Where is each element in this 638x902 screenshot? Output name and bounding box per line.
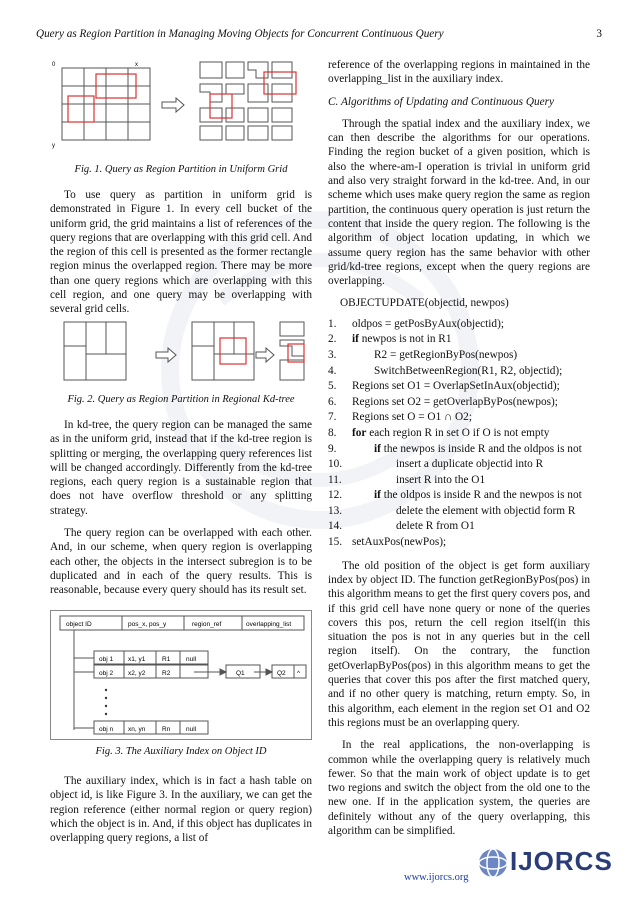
- line-number: 10.: [328, 458, 343, 471]
- fig3-cell: xn, yn: [128, 726, 146, 733]
- line-text: delete the element with objectid form R: [396, 504, 576, 517]
- algorithm-line: [328, 519, 590, 535]
- line-number: 9.: [328, 442, 337, 455]
- fig3-cell: obj 2: [99, 670, 114, 677]
- line-number: 7.: [328, 411, 337, 424]
- fig3-cell: R2: [162, 670, 171, 677]
- fig3-header-0: object ID: [66, 621, 92, 628]
- line-number: 1.: [328, 317, 337, 330]
- fig1-axis-y: y: [52, 143, 55, 149]
- algorithm-line: [328, 473, 590, 489]
- paragraph: Through the spatial index and the auxiliary index, we can then describe the algorithms for our operations. Finding the region bucket of a given position, which is also the where-am-I operation is trivial in uniform grid and also very straight forward in the kd-tree. And, in our scheme which uses make query region the same as region partition, the continuous query operation is just return the content that inside the query region. The following is the algorithm of object location updating, in which we assume query region has the same behavior with other grid/kd-tree regions, except when the query regions are overlapping.: [328, 117, 590, 288]
- line-number: 15.: [328, 536, 343, 549]
- line-body: [348, 488, 582, 504]
- fig3-cell: R1: [162, 656, 171, 663]
- left-column-middle: [50, 418, 312, 606]
- logo-text: IJORCS: [510, 846, 613, 876]
- fig3-list-node: Q1: [236, 670, 245, 677]
- footer-url[interactable]: www.ijorcs.org: [404, 872, 469, 883]
- algorithm-line: [328, 317, 590, 333]
- keyword: if: [352, 333, 359, 346]
- line-body: [348, 535, 446, 551]
- algorithm-list: [328, 317, 590, 551]
- fig3-cell: obj 1: [99, 656, 114, 663]
- fig3-list-end: ^: [297, 670, 301, 677]
- line-body: [348, 426, 549, 442]
- page-number: 3: [596, 28, 602, 40]
- algorithm-line: [328, 488, 590, 504]
- algorithm-line: [328, 395, 590, 411]
- line-number: 13.: [328, 504, 343, 517]
- fig3-cell: null: [186, 726, 197, 733]
- algorithm-title: OBJECTUPDATE(objectid, newpos): [340, 297, 509, 310]
- journal-logo: [476, 844, 613, 884]
- algorithm-line: [328, 457, 590, 473]
- line-body: [348, 395, 558, 411]
- line-number: 11.: [328, 473, 342, 486]
- fig1-axis-x: x: [135, 62, 138, 68]
- section-heading: C. Algorithms of Updating and Continuous Query: [328, 95, 555, 108]
- line-text: the newpos is inside R and the oldpos is not: [380, 442, 582, 455]
- line-number: 3.: [328, 348, 337, 361]
- line-body: [348, 410, 472, 426]
- running-title: Query as Region Partition in Managing Moving Objects for Concurrent Continuous Query: [36, 28, 444, 40]
- fig3-cell: x2, y2: [128, 670, 146, 677]
- left-column-top: [50, 188, 312, 325]
- figure-3: [50, 610, 312, 740]
- algorithm-line: [328, 332, 590, 348]
- left-column-bottom: [50, 774, 312, 853]
- fig2-caption: Fig. 2. Query as Region Partition in Regional Kd-tree: [67, 394, 295, 405]
- paragraph: To use query as partition in uniform grid is demonstrated in Figure 1. In every cell bucket of the uniform grid, the grid maintains a list of references of the query regions that are overlapping with this grid cell. And the region of this cell is presented as the former rectangle region minus the overlapped region. There may be more than one query regions which are overlapping with this cell region, and one query may be overlapping with several grid cells.: [50, 189, 312, 316]
- fig3-cell: obj n: [99, 726, 114, 733]
- line-number: 4.: [328, 364, 337, 377]
- paragraph: In kd-tree, the query region can be managed the same as in the uniform grid, instead that if the kd-tree region is splitting or merging, the overlapping query references list will be changed accordingly. Differently from the kd-tree regions, each query region is a sustainable region that does not have overflow threshold or any splitting strategy.: [50, 419, 312, 517]
- fig3-list-node: Q2: [277, 670, 286, 677]
- fig3-caption: Fig. 3. The Auxiliary Index on Object ID: [95, 746, 267, 757]
- line-body: [348, 504, 575, 520]
- line-number: 8.: [328, 426, 337, 439]
- line-text: each region R in set O if O is not empty: [366, 426, 550, 439]
- line-number: 6.: [328, 395, 337, 408]
- line-text: Regions set O1 = OverlapSetInAux(objectid);: [352, 380, 560, 393]
- line-body: [348, 473, 485, 489]
- line-text: Regions set O2 = getOverlapByPos(newpos);: [352, 395, 558, 408]
- keyword: if: [374, 489, 381, 502]
- algorithm-line: [328, 535, 590, 551]
- line-body: [348, 442, 582, 458]
- fig3-cell: null: [186, 656, 197, 663]
- line-text: the oldpos is inside R and the newpos is not: [380, 489, 582, 502]
- fig3-header-3: overlapping_list: [246, 621, 292, 628]
- line-body: [348, 457, 543, 473]
- fig3-cell: x1, y1: [128, 656, 146, 663]
- line-text: oldpos = getPosByAux(objectid);: [352, 317, 504, 330]
- algorithm-line: [328, 379, 590, 395]
- line-number: 2.: [328, 333, 337, 346]
- line-text: insert a duplicate objectid into R: [396, 458, 544, 471]
- line-text: delete R from O1: [396, 520, 475, 533]
- line-body: [348, 317, 504, 333]
- algorithm-line: [328, 348, 590, 364]
- line-text: newpos is not in R1: [358, 333, 452, 346]
- algorithm-line: [328, 442, 590, 458]
- algorithm-line: [328, 364, 590, 380]
- algorithm-line: [328, 426, 590, 442]
- algorithm-line: [328, 410, 590, 426]
- line-text: setAuxPos(newPos);: [352, 536, 447, 549]
- paragraph: reference of the overlapping regions in maintained in the overlapping_list in the auxiliary index.: [328, 59, 590, 86]
- keyword: if: [374, 442, 381, 455]
- line-body: [348, 364, 562, 380]
- fig1-caption: Fig. 1. Query as Region Partition in Uniform Grid: [74, 164, 288, 175]
- algorithm-line: [328, 504, 590, 520]
- paragraph: The old position of the object is get form auxiliary index by object ID. The function getRegionByPos(pos) in this algorithm means to get the first query covers pos, and if this grid cell have none query or none of the queries covers this pos, return the cell region itself(in this situation the pos is not in any queries but in the cell region itself). On the contrary, the function getOverlapByPos(pos) in this algorithm means to get the queries that cover this pos after the first matched query, and if no other query is matching, return empty. So, in this algorithm, each element in the region set O1 and O2 this regions must be an overlapping query.: [328, 559, 590, 729]
- figure-1: [50, 58, 312, 150]
- paragraph: The query region can be overlapped with each other. And, in our scheme, when query region is overlapping each other, the objects in the intersect subregion is to be duplicated and in each of the query results. This is reasonable, because every query should has its result set.: [50, 527, 312, 597]
- globe-icon: [476, 846, 510, 880]
- line-number: 14.: [328, 520, 343, 533]
- line-text: SwitchBetweenRegion(R1, R2, objectid);: [374, 364, 563, 377]
- fig3-header-2: region_ref: [192, 621, 222, 628]
- fig3-cell: Rn: [162, 726, 171, 733]
- line-text: insert R into the O1: [396, 473, 486, 486]
- line-text: R2 = getRegionByPos(newpos): [374, 348, 518, 361]
- line-body: [348, 332, 451, 348]
- paragraph: The auxiliary index, which is in fact a hash table on object id, is like Figure 3. In the auxiliary, we can get the region reference (either normal region or query region) which the object is in. And, if this object has duplicates in overlapping query regions, a list of: [50, 775, 312, 845]
- paragraph: In the real applications, the non-overlapping is common while the overlapping query is relatively much fewer. So that the main work of object update is to get two regions and switch the object from the old one to the new one. If in the application system, the queries are definitely without any of the query overlapping, this algorithm can be simplified.: [328, 739, 590, 837]
- line-body: [348, 348, 517, 364]
- line-body: [348, 379, 560, 395]
- line-text: Regions set O = O1 ∩ O2;: [352, 411, 472, 424]
- fig3-header-1: pos_x, pos_y: [128, 621, 167, 628]
- right-column: [328, 58, 590, 846]
- line-number: 12.: [328, 489, 343, 502]
- running-header: [36, 28, 602, 40]
- keyword: for: [352, 426, 367, 439]
- fig1-axis-origin: 0: [52, 62, 56, 68]
- figure-2: [56, 316, 308, 388]
- line-number: 5.: [328, 380, 337, 393]
- line-body: [348, 519, 475, 535]
